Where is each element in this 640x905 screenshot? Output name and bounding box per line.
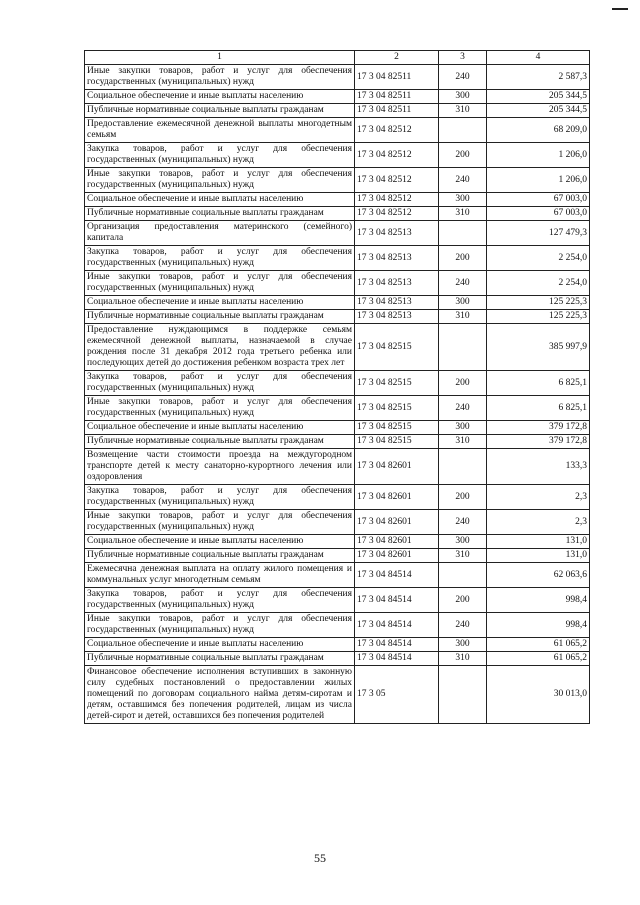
- row-name: Закупка товаров, работ и услуг для обеспечения государственных (муниципальных) нужд: [85, 485, 355, 510]
- row-kvr: 240: [439, 510, 487, 535]
- row-name: Предоставление ежемесячной денежной выплаты многодетным семьям: [85, 118, 355, 143]
- row-sum: 131,0: [487, 535, 590, 549]
- table-row: [85, 324, 590, 371]
- row-kvr: [439, 563, 487, 588]
- row-name: Социальное обеспечение и иные выплаты населению: [85, 421, 355, 435]
- table-row: [85, 449, 590, 485]
- table-row: [85, 65, 590, 90]
- row-code: 17 3 04 82513: [355, 310, 439, 324]
- table-row: [85, 652, 590, 666]
- row-kvr: 200: [439, 143, 487, 168]
- row-sum: 67 003,0: [487, 193, 590, 207]
- row-name: Возмещение части стоимости проезда на междугородном транспорте детей к месту санаторно-курортного лечения или оздоровления: [85, 449, 355, 485]
- row-sum: 125 225,3: [487, 296, 590, 310]
- header-col-1: 1: [85, 51, 355, 65]
- row-code: 17 3 04 82511: [355, 65, 439, 90]
- row-code: 17 3 04 82601: [355, 535, 439, 549]
- row-code: 17 3 04 82601: [355, 510, 439, 535]
- table-row: [85, 421, 590, 435]
- row-code: 17 3 04 82601: [355, 549, 439, 563]
- row-code: 17 3 04 82512: [355, 118, 439, 143]
- row-sum: 998,4: [487, 588, 590, 613]
- row-code: 17 3 04 82512: [355, 193, 439, 207]
- row-name: Социальное обеспечение и иные выплаты населению: [85, 193, 355, 207]
- row-code: 17 3 04 84514: [355, 588, 439, 613]
- row-code: 17 3 04 84514: [355, 638, 439, 652]
- row-sum: 61 065,2: [487, 638, 590, 652]
- row-name: Ежемесячна денежная выплата на оплату жилого помещения и коммунальных услуг многодетным семьям: [85, 563, 355, 588]
- row-sum: 2 254,0: [487, 246, 590, 271]
- row-code: 17 3 04 82511: [355, 90, 439, 104]
- row-kvr: 240: [439, 65, 487, 90]
- header-col-2: 2: [355, 51, 439, 65]
- table-row: [85, 510, 590, 535]
- row-name: Иные закупки товаров, работ и услуг для обеспечения государственных (муниципальных) нужд: [85, 510, 355, 535]
- table-row: [85, 485, 590, 510]
- table-row: [85, 296, 590, 310]
- table-row: [85, 638, 590, 652]
- row-code: 17 3 04 82515: [355, 421, 439, 435]
- row-name: Иные закупки товаров, работ и услуг для обеспечения государственных (муниципальных) нужд: [85, 613, 355, 638]
- header-col-4: 4: [487, 51, 590, 65]
- row-sum: 125 225,3: [487, 310, 590, 324]
- row-name: Закупка товаров, работ и услуг для обеспечения государственных (муниципальных) нужд: [85, 246, 355, 271]
- table-row: [85, 193, 590, 207]
- row-code: 17 3 04 82513: [355, 271, 439, 296]
- header-row: [85, 51, 590, 65]
- table-row: [85, 535, 590, 549]
- table-row: [85, 207, 590, 221]
- row-kvr: 240: [439, 613, 487, 638]
- row-sum: 6 825,1: [487, 396, 590, 421]
- table-row: [85, 118, 590, 143]
- row-kvr: 300: [439, 193, 487, 207]
- row-sum: 68 209,0: [487, 118, 590, 143]
- table-row: [85, 246, 590, 271]
- row-sum: 2,3: [487, 485, 590, 510]
- row-sum: 1 206,0: [487, 143, 590, 168]
- row-kvr: 240: [439, 271, 487, 296]
- row-name: Публичные нормативные социальные выплаты гражданам: [85, 104, 355, 118]
- row-name: Публичные нормативные социальные выплаты гражданам: [85, 652, 355, 666]
- row-sum: 6 825,1: [487, 371, 590, 396]
- row-kvr: 200: [439, 246, 487, 271]
- row-code: 17 3 04 82515: [355, 396, 439, 421]
- row-code: 17 3 05: [355, 666, 439, 724]
- row-kvr: 310: [439, 104, 487, 118]
- row-sum: 205 344,5: [487, 90, 590, 104]
- row-kvr: [439, 118, 487, 143]
- row-name: Закупка товаров, работ и услуг для обеспечения государственных (муниципальных) нужд: [85, 588, 355, 613]
- budget-table: [84, 50, 590, 724]
- row-name: Социальное обеспечение и иные выплаты населению: [85, 535, 355, 549]
- table-row: [85, 143, 590, 168]
- row-kvr: [439, 449, 487, 485]
- row-kvr: 300: [439, 638, 487, 652]
- row-kvr: 310: [439, 207, 487, 221]
- row-name: Иные закупки товаров, работ и услуг для обеспечения государственных (муниципальных) нужд: [85, 271, 355, 296]
- row-code: 17 3 04 84514: [355, 563, 439, 588]
- row-name: Публичные нормативные социальные выплаты гражданам: [85, 310, 355, 324]
- row-sum: 2 254,0: [487, 271, 590, 296]
- row-code: 17 3 04 84514: [355, 652, 439, 666]
- row-code: 17 3 04 82515: [355, 324, 439, 371]
- row-code: 17 3 04 82515: [355, 371, 439, 396]
- row-kvr: [439, 666, 487, 724]
- row-kvr: 310: [439, 310, 487, 324]
- table-row: [85, 666, 590, 724]
- row-sum: 379 172,8: [487, 421, 590, 435]
- row-kvr: 200: [439, 485, 487, 510]
- table-row: [85, 588, 590, 613]
- row-name: Социальное обеспечение и иные выплаты населению: [85, 90, 355, 104]
- row-name: Социальное обеспечение и иные выплаты населению: [85, 296, 355, 310]
- page-number: 55: [314, 851, 326, 865]
- row-kvr: [439, 221, 487, 246]
- row-sum: 385 997,9: [487, 324, 590, 371]
- row-name: Публичные нормативные социальные выплаты гражданам: [85, 207, 355, 221]
- table-row: [85, 310, 590, 324]
- row-code: 17 3 04 82511: [355, 104, 439, 118]
- row-code: 17 3 04 82512: [355, 143, 439, 168]
- row-code: 17 3 04 84514: [355, 613, 439, 638]
- row-sum: 998,4: [487, 613, 590, 638]
- row-name: Социальное обеспечение и иные выплаты населению: [85, 638, 355, 652]
- row-kvr: 300: [439, 421, 487, 435]
- row-name: Закупка товаров, работ и услуг для обеспечения государственных (муниципальных) нужд: [85, 371, 355, 396]
- row-kvr: [439, 324, 487, 371]
- row-kvr: 310: [439, 549, 487, 563]
- row-sum: 1 206,0: [487, 168, 590, 193]
- row-kvr: 240: [439, 396, 487, 421]
- row-sum: 131,0: [487, 549, 590, 563]
- row-kvr: 240: [439, 168, 487, 193]
- row-name: Иные закупки товаров, работ и услуг для обеспечения государственных (муниципальных) нужд: [85, 168, 355, 193]
- corner-mark: [612, 8, 628, 10]
- row-kvr: 310: [439, 435, 487, 449]
- table-row: [85, 221, 590, 246]
- row-name: Предоставление нуждающимся в поддержке семьям ежемесячной денежной выплаты, назначаемой в случае рождения после 31 декабря 2012 года третьего ребенка или последующих детей до достижения ребенком возраста трех лет: [85, 324, 355, 371]
- table-row: [85, 371, 590, 396]
- table-row: [85, 563, 590, 588]
- row-code: 17 3 04 82513: [355, 246, 439, 271]
- row-kvr: 300: [439, 296, 487, 310]
- table-row: [85, 613, 590, 638]
- row-code: 17 3 04 82512: [355, 207, 439, 221]
- row-code: 17 3 04 82601: [355, 485, 439, 510]
- row-kvr: 300: [439, 90, 487, 104]
- row-code: 17 3 04 82601: [355, 449, 439, 485]
- row-sum: 61 065,2: [487, 652, 590, 666]
- row-sum: 133,3: [487, 449, 590, 485]
- row-sum: 379 172,8: [487, 435, 590, 449]
- row-sum: 30 013,0: [487, 666, 590, 724]
- budget-table-body: [85, 51, 590, 724]
- table-row: [85, 271, 590, 296]
- row-code: 17 3 04 82513: [355, 221, 439, 246]
- table-row: [85, 435, 590, 449]
- row-name: Закупка товаров, работ и услуг для обеспечения государственных (муниципальных) нужд: [85, 143, 355, 168]
- row-sum: 62 063,6: [487, 563, 590, 588]
- row-kvr: 300: [439, 535, 487, 549]
- row-sum: 67 003,0: [487, 207, 590, 221]
- table-row: [85, 168, 590, 193]
- row-name: Публичные нормативные социальные выплаты гражданам: [85, 435, 355, 449]
- row-name: Публичные нормативные социальные выплаты гражданам: [85, 549, 355, 563]
- row-kvr: 310: [439, 652, 487, 666]
- row-sum: 127 479,3: [487, 221, 590, 246]
- row-code: 17 3 04 82513: [355, 296, 439, 310]
- row-sum: 205 344,5: [487, 104, 590, 118]
- row-name: Иные закупки товаров, работ и услуг для обеспечения государственных (муниципальных) нужд: [85, 396, 355, 421]
- row-code: 17 3 04 82512: [355, 168, 439, 193]
- table-row: [85, 104, 590, 118]
- row-kvr: 200: [439, 371, 487, 396]
- row-code: 17 3 04 82515: [355, 435, 439, 449]
- row-name: Финансовое обеспечение исполнения вступивших в законную силу судебных постановлений о предоставлении жилых помещений по договорам социального найма детям-сиротам и детям, оставшимся без попечения родителей, лицам из числа детей-сирот и детей, оставшихся без попечения родителей: [85, 666, 355, 724]
- table-row: [85, 396, 590, 421]
- row-sum: 2 587,3: [487, 65, 590, 90]
- table-row: [85, 549, 590, 563]
- header-col-3: 3: [439, 51, 487, 65]
- table-row: [85, 90, 590, 104]
- row-sum: 2,3: [487, 510, 590, 535]
- row-kvr: 200: [439, 588, 487, 613]
- row-name: Иные закупки товаров, работ и услуг для обеспечения государственных (муниципальных) нужд: [85, 65, 355, 90]
- row-name: Организация предоставления материнского (семейного) капитала: [85, 221, 355, 246]
